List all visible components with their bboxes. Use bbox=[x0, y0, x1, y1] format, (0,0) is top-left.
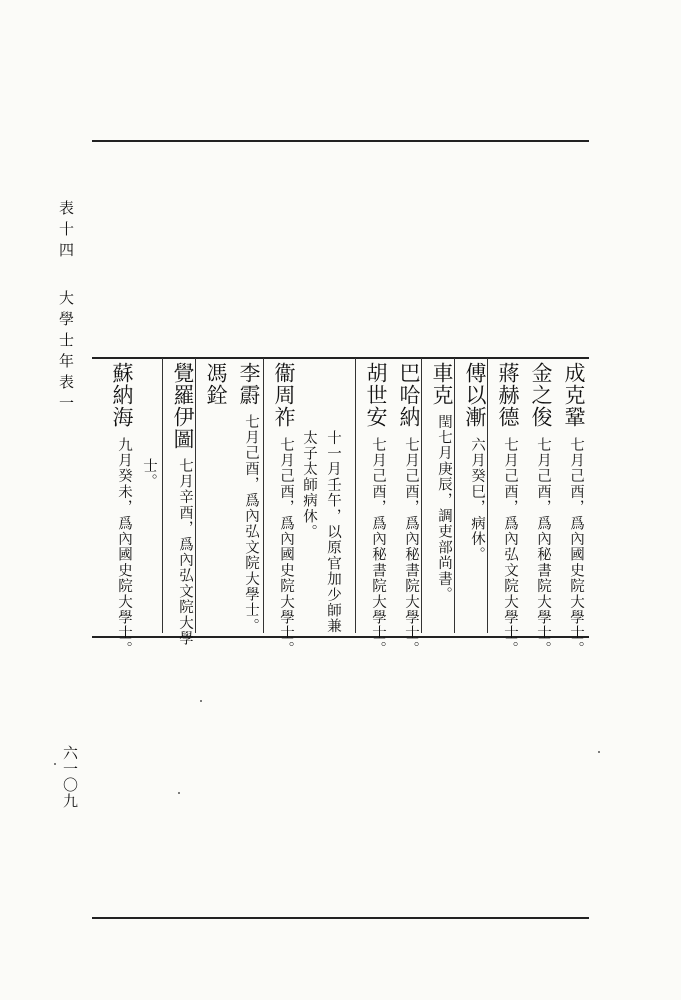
entry-text: 七月己酉，爲內弘文院大學士。 bbox=[502, 437, 518, 657]
entry-name: 車克 bbox=[430, 362, 454, 406]
column-divider bbox=[195, 358, 196, 633]
entry-continuation: 士。 bbox=[141, 458, 157, 490]
entry-text: 七月辛酉，爲內弘文院大學 bbox=[177, 458, 193, 647]
column-divider bbox=[487, 358, 488, 633]
entry-name: 金之俊 bbox=[529, 362, 553, 428]
column-divider bbox=[263, 358, 264, 633]
page-number: 六一〇九 bbox=[61, 745, 79, 809]
entry-text: 七月己酉，爲內弘文院大學士。 bbox=[243, 414, 259, 634]
entry-name: 覺羅伊圖 bbox=[171, 362, 195, 450]
column-divider bbox=[355, 358, 356, 633]
bottom-rule bbox=[92, 917, 589, 919]
entry-continuation: 十一月壬午，以原官加少師兼 bbox=[325, 430, 341, 635]
scan-speck bbox=[178, 792, 180, 794]
entry-text: 七月己酉，爲內國史院大學士。 bbox=[568, 437, 584, 657]
entry-name: 成克鞏 bbox=[562, 362, 586, 428]
entry-name: 胡世安 bbox=[364, 362, 388, 428]
entry-name: 蘇納海 bbox=[110, 362, 134, 428]
scan-speck bbox=[54, 763, 56, 765]
entry-name: 馮銓 bbox=[204, 362, 228, 406]
entry-name: 蔣赫德 bbox=[496, 362, 520, 428]
entry-text: 九月癸未，爲內國史院大學士。 bbox=[116, 437, 132, 657]
table-number: 表十四 bbox=[57, 200, 75, 263]
entry-name: 李霨 bbox=[237, 362, 261, 406]
entry-name: 衞周祚 bbox=[272, 362, 296, 428]
entry-text: 七月己酉，爲內國史院大學士。 bbox=[278, 437, 294, 657]
entry-text: 七月己酉，爲內秘書院大學士。 bbox=[370, 437, 386, 657]
scan-speck bbox=[598, 751, 600, 753]
entry-continuation: 太子太師病休。 bbox=[301, 430, 317, 540]
entry-text: 閏七月庚辰，調吏部尚書。 bbox=[436, 414, 452, 603]
table-top-rule bbox=[92, 357, 589, 359]
entry-name: 傅以漸 bbox=[463, 362, 487, 428]
entry-text: 七月己酉，爲內秘書院大學士。 bbox=[535, 437, 551, 657]
entry-text: 六月癸巳，病休。 bbox=[469, 437, 485, 563]
table-name: 大學士年表一 bbox=[57, 290, 75, 416]
top-rule bbox=[92, 140, 589, 142]
column-divider bbox=[421, 358, 422, 633]
entry-text: 七月己酉，爲內秘書院大學士。 bbox=[403, 437, 419, 657]
entry-name: 巴哈納 bbox=[397, 362, 421, 428]
column-divider bbox=[162, 358, 163, 633]
scan-speck bbox=[200, 700, 202, 702]
column-divider bbox=[454, 358, 455, 633]
